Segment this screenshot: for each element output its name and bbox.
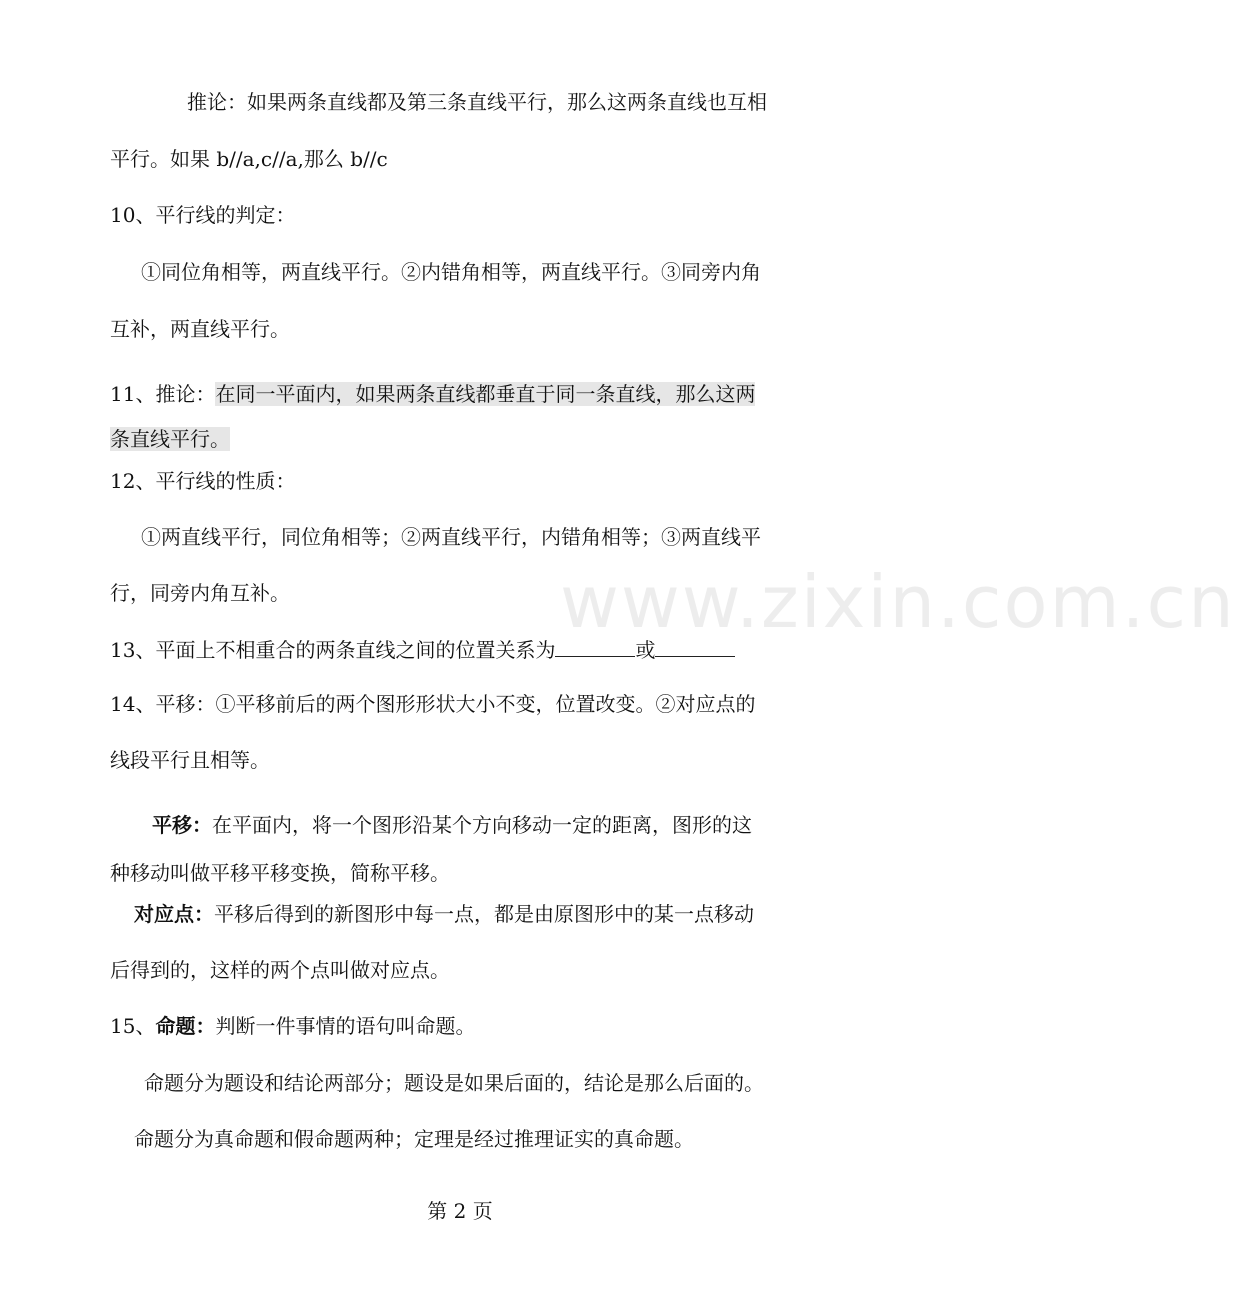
fill-blank-2[interactable] [655, 634, 735, 657]
para-translation-def-line2 [110, 858, 450, 888]
highlighted-text: 条直线平行。 [110, 427, 230, 451]
para-corollary-line2 [110, 144, 388, 174]
text: 14、平移：①平移前后的两个图形形状大小不变，位置改变。②对应点的 [110, 692, 756, 716]
para-11-line1 [110, 379, 755, 409]
heading-10 [110, 200, 295, 230]
term: 平移： [152, 813, 212, 837]
para-15-types [134, 1124, 694, 1154]
text: 种移动叫做平移平移变换，简称平移。 [110, 861, 450, 885]
text: 命题分为真命题和假命题两种；定理是经过推理证实的真命题。 [134, 1127, 694, 1151]
para-corresponding-point-line1 [134, 899, 754, 929]
para-14-line2 [110, 745, 270, 775]
para-translation-def-line1 [152, 810, 752, 840]
text: 13、平面上不相重合的两条直线之间的位置关系为 [110, 638, 556, 662]
text: 命题分为题设和结论两部分；题设是如果后面的，结论是那么后面的。 [144, 1071, 764, 1095]
para-12-line1 [141, 522, 761, 552]
text: 平行。如果 b//a,c//a,那么 b//c [110, 147, 388, 171]
text: 线段平行且相等。 [110, 748, 270, 772]
para-10-line1 [141, 257, 761, 287]
para-15 [110, 1011, 475, 1041]
text: 互补，两直线平行。 [110, 317, 290, 341]
para-11-line2 [110, 424, 230, 454]
text: 10、平行线的判定： [110, 203, 296, 227]
text: 后得到的，这样的两个点叫做对应点。 [110, 958, 450, 982]
text: ①同位角相等，两直线平行。②内错角相等，两直线平行。③同旁内角 [141, 260, 761, 284]
text: 或 [635, 638, 656, 662]
term: 对应点： [134, 902, 214, 926]
text: 平移后得到的新图形中每一点，都是由原图形中的某一点移动 [214, 902, 754, 926]
para-15-parts [144, 1068, 764, 1098]
page-number: 第 2 页 [427, 1199, 493, 1223]
para-12-line2 [110, 578, 290, 608]
text: 15、 [110, 1014, 156, 1038]
para-corollary-line1 [187, 87, 767, 117]
text: 12、平行线的性质： [110, 469, 296, 493]
text: 判断一件事情的语句叫命题。 [215, 1014, 476, 1038]
para-13 [110, 634, 735, 664]
heading-12 [110, 466, 295, 496]
term: 命题： [155, 1014, 216, 1038]
text: ①两直线平行，同位角相等；②两直线平行，内错角相等；③两直线平 [141, 525, 761, 549]
para-10-line2 [110, 314, 290, 344]
fill-blank-1[interactable] [555, 634, 635, 657]
text: 推论：如果两条直线都及第三条直线平行，那么这两条直线也互相 [187, 90, 767, 114]
watermark: www.zixin.com.cn [560, 560, 1236, 644]
para-14-line1 [110, 689, 755, 719]
para-corresponding-point-line2 [110, 955, 450, 985]
highlighted-text: 在同一平面内，如果两条直线都垂直于同一条直线，那么这两 [215, 382, 756, 406]
text: 行，同旁内角互补。 [110, 581, 290, 605]
text: 在平面内，将一个图形沿某个方向移动一定的距离，图形的这 [212, 813, 752, 837]
text: 11、推论： [110, 382, 216, 406]
